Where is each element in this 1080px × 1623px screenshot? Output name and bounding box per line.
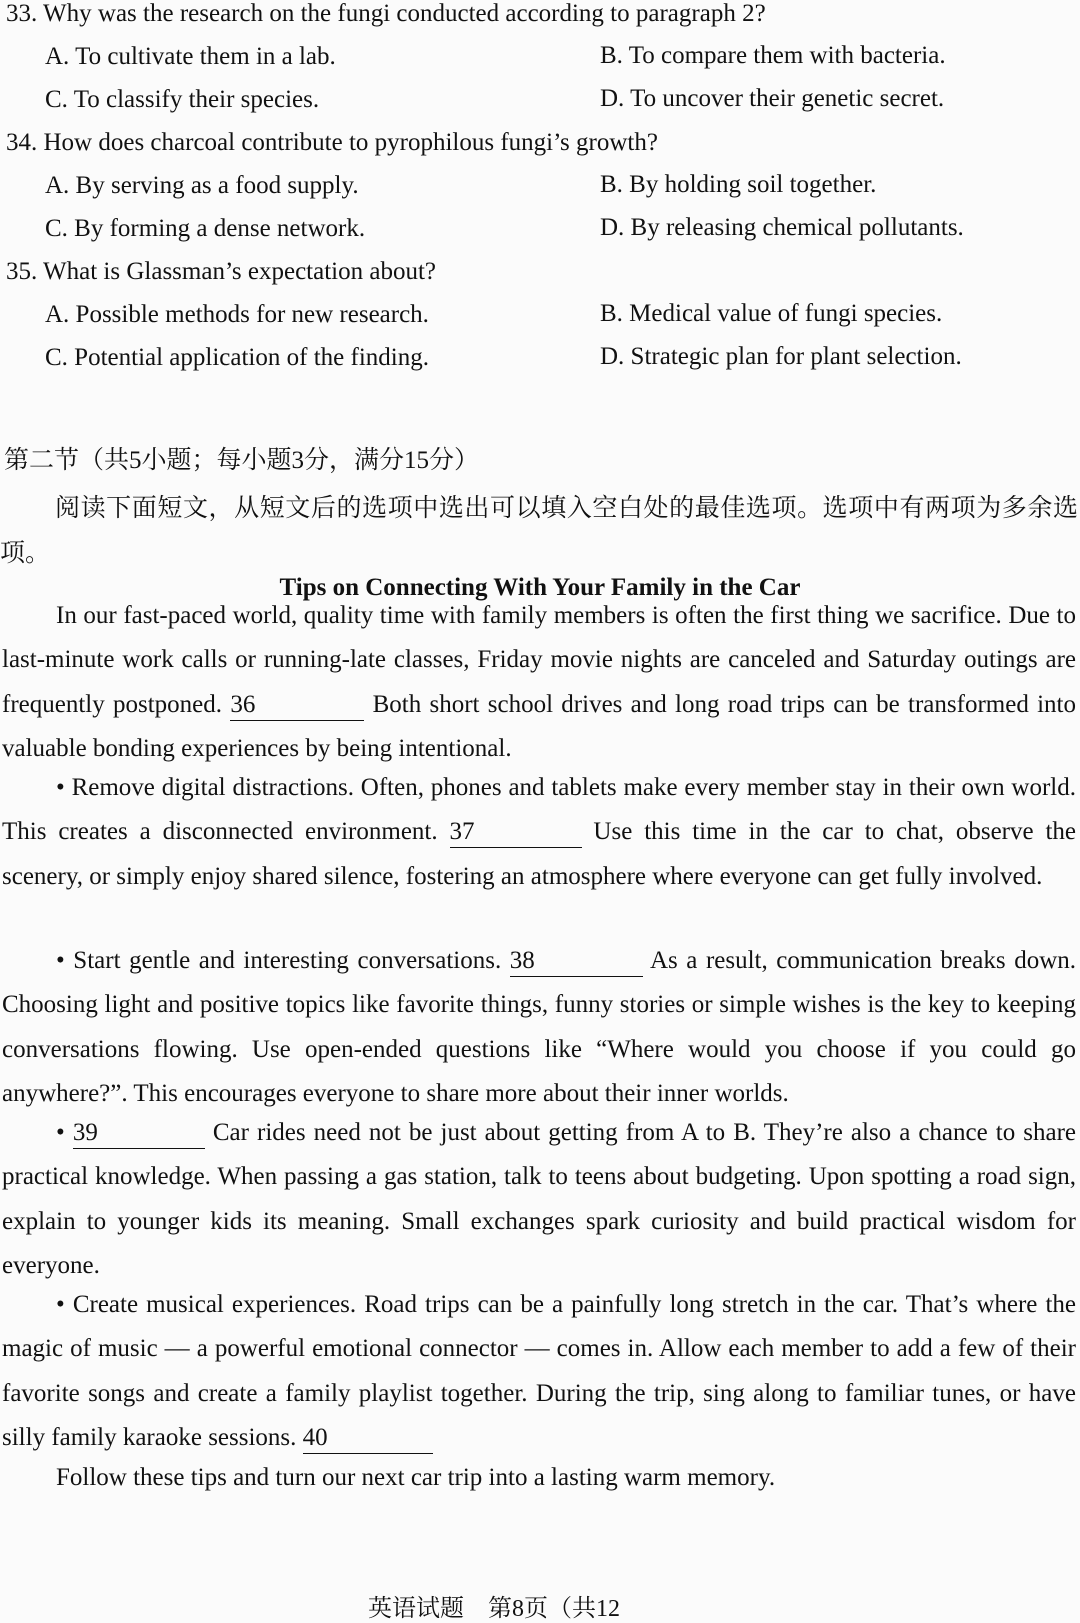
passage-conclusion: Follow these tips and turn our next car trip into a lasting warm memory. <box>56 1464 776 1491</box>
section-instruction: 阅读下面短文，从短文后的选项中选出可以填入空白处的最佳选项。选项中有两项为多余选项。 <box>0 495 1078 567</box>
question-34-option-b: B. By holding soil together. <box>600 171 877 198</box>
passage-paragraph-2 <box>2 766 1076 899</box>
question-33-option-c: C. To classify their species. <box>45 86 320 113</box>
paragraph-4-text: Car rides need not be just about getting from A to B. They’re also a chance to share practical knowledge. When passing a gas station, talk to teens about budgeting. Upon spotting a road sign, explain to younger kids its meaning. Small exchanges spark curiosity and build practical wisdom for everyone. <box>2 1119 1076 1280</box>
question-33-option-d: D. To uncover their genetic secret. <box>600 85 945 112</box>
blank-36: 36 <box>230 690 364 721</box>
passage-paragraph-1 <box>2 594 1076 772</box>
question-33-option-b: B. To compare them with bacteria. <box>600 42 946 69</box>
paragraph-3-text-a: • Start gentle and interesting conversations. <box>56 947 502 974</box>
paragraph-2-text-a: • Remove digital distractions. Often, phones and tablets make every member stay in their own world. This creates a disconnected environment. <box>2 774 1076 846</box>
paragraph-2-text-b: Use this time in the car to chat, observe the scenery, or simply enjoy shared silence, fostering an atmosphere where everyone can get fully involved. <box>2 818 1077 890</box>
question-35-option-d: D. Strategic plan for plant selection. <box>600 343 962 370</box>
paragraph-1-text-b: Both short school drives and long road trips can be transformed into valuable bonding experiences by being intentional. <box>2 690 1076 763</box>
section-heading: 第二节（共5小题；每小题3分，满分15分） <box>4 447 480 474</box>
passage-paragraph-3 <box>2 939 1076 1117</box>
blank-38: 38 <box>510 946 643 977</box>
passage-paragraph-4 <box>2 1111 1076 1289</box>
question-34-option-a: A. By serving as a food supply. <box>45 172 359 199</box>
question-35-option-a: A. Possible methods for new research. <box>45 301 429 328</box>
question-35-option-c: C. Potential application of the finding. <box>45 344 429 371</box>
question-34-option-d: D. By releasing chemical pollutants. <box>600 214 964 241</box>
blank-39: 39 <box>73 1118 205 1149</box>
passage-title: Tips on Connecting With Your Family in the Car <box>279 574 801 601</box>
question-33-stem: 33. Why was the research on the fungi conducted according to paragraph 2? <box>6 0 766 27</box>
paragraph-3-text-b: As a result, communication breaks down. Choosing light and positive topics like favorite things, funny stories or simple wishes is the key to keeping conversations flowing. Use open-ended questions like “Where would you choose if you could go anywhere?”. This encourages everyone to share more about their inner worlds. <box>2 947 1076 1108</box>
passage-paragraph-5 <box>2 1283 1076 1461</box>
question-34-stem: 34. How does charcoal contribute to pyrophilous fungi’s growth? <box>6 129 658 156</box>
question-34-option-c: C. By forming a dense network. <box>45 215 366 242</box>
blank-40: 40 <box>303 1423 433 1454</box>
question-33-option-a: A. To cultivate them in a lab. <box>45 43 336 70</box>
question-35-option-b: B. Medical value of fungi species. <box>600 300 943 327</box>
blank-37: 37 <box>450 817 582 848</box>
question-35-stem: 35. What is Glassman’s expectation about? <box>6 258 436 285</box>
page-footer: 英语试题 第8页（共12 <box>368 1596 620 1622</box>
paragraph-4-bullet: • <box>56 1119 65 1146</box>
paragraph-5-text: • Create musical experiences. Road trips can be a painfully long stretch in the car. That’s where the magic of music — a powerful emotional connector — comes in. Allow each member to add a few of their favorite songs and create a family playlist together. During the trip, sing along to familiar tunes, or have silly family karaoke sessions. <box>2 1291 1076 1452</box>
paragraph-1-text-a: In our fast-paced world, quality time with family members is often the first thing we sacrifice. Due to last-minute work calls or running-late classes, Friday movie nights are canceled and Saturday outings are frequently postponed. <box>2 602 1076 718</box>
